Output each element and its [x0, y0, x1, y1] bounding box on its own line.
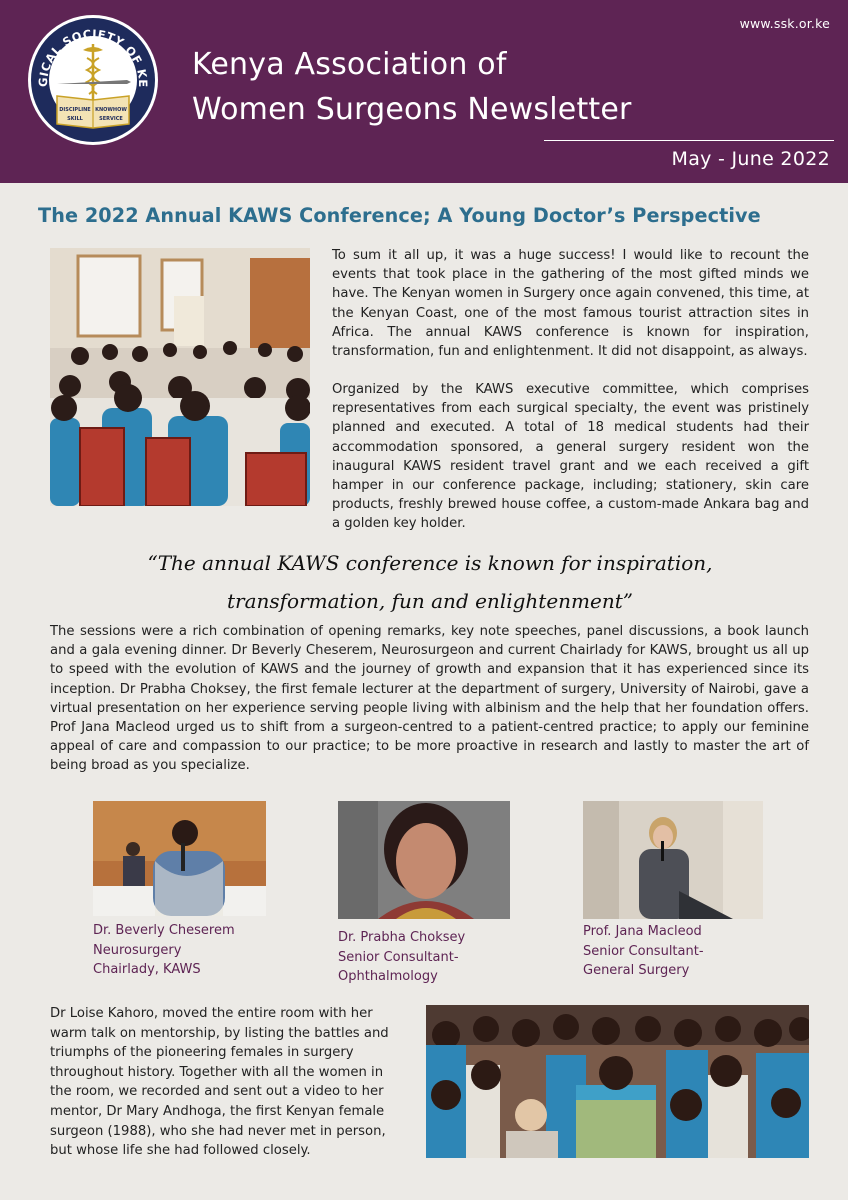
logo-book-word: SKILL: [67, 116, 83, 122]
speaker-photo-macleod: [583, 801, 763, 919]
logo-book-word: SERVICE: [99, 116, 123, 122]
pull-quote: [60, 544, 800, 620]
caption-line: Senior Consultant-: [338, 949, 459, 965]
article-title: The 2022 Annual KAWS Conference; A Young Doctor’s Perspective: [38, 204, 761, 227]
society-logo: [27, 14, 159, 146]
logo-book-word: DISCIPLINE: [59, 107, 91, 113]
logo-ring-text: GICAL SOCIETY OF KE: [35, 26, 151, 88]
caption-line: Chairlady, KAWS: [93, 962, 201, 977]
pull-quote-line: transformation, fun and enlightenment”: [226, 589, 633, 613]
speaker-caption: [338, 928, 465, 987]
caption-line: Dr. Prabha Choksey: [338, 930, 466, 945]
caption-line: Senior Consultant-: [583, 943, 704, 959]
caption-line: Neurosurgery: [93, 942, 182, 958]
issue-date: May - June 2022: [671, 148, 830, 170]
speaker-photo-cheserem: [93, 801, 266, 916]
article-paragraph: Organized by the KAWS executive committee, which comprises representatives from each surgical specialty, the event was pristinely planned and executed. A total of 18 medical students had their accommodation sponsored, a general surgery resident won the inaugural KAWS resident travel grant and we each received a gift hamper in our conference package, including; stationery, skin care products, freshly brewed house coffee, a custom-made Ankara bag and a golden key holder.: [332, 382, 809, 532]
group-photo: [426, 1005, 809, 1158]
speaker-photo-choksey: [338, 801, 510, 919]
article-paragraph: To sum it all up, it was a huge success! I would like to recount the events that took place in the gathering of the most gifted minds we have. The Kenyan women in Surgery once again convened, this time, at the Kenyan Coast, one of the most famous tourist attraction sites in Africa. The annual KAWS conference is known for inspiration, transformation, fun and enlightenment. It did not disappoint, as always.: [332, 248, 809, 360]
article-paragraph: Dr Loise Kahoro, moved the entire room with her warm talk on mentorship, by listing the battles and triumphs of the pioneering females in surgery throughout history. Together with all the women in the room, we recorded and sent out a video to her mentor, Dr Mary Andhoga, the first Kenyan female surgeon (1988), who she had never met in person, but whose life she had followed closely.: [50, 1006, 389, 1159]
pull-quote-line: “The annual KAWS conference is known for inspiration,: [147, 551, 713, 575]
title-line: Kenya Association of: [192, 47, 507, 82]
newsletter-header: [0, 0, 848, 183]
logo-book-word: KNOWHOW: [95, 107, 127, 113]
caption-line: Prof. Jana Macleod: [583, 924, 702, 939]
website-link[interactable]: www.ssk.or.ke: [739, 16, 830, 31]
header-divider: [544, 140, 834, 141]
conference-hall-photo: [50, 248, 310, 506]
title-line: Women Surgeons Newsletter: [192, 92, 632, 127]
newsletter-title: [192, 42, 632, 132]
speaker-caption: [583, 922, 704, 981]
caption-line: Dr. Beverly Cheserem: [93, 923, 235, 938]
speaker-caption: [93, 921, 235, 980]
caption-line: General Surgery: [583, 963, 690, 978]
caption-line: Ophthalmology: [338, 969, 438, 984]
article-paragraph: The sessions were a rich combination of opening remarks, key note speeches, panel discussions, a book launch and a gala evening dinner. Dr Beverly Cheserem, Neurosurgeon and current Chairlady for KAWS, brought us all up to speed with the evolution of KAWS and the journey of growth and expansion that it has experienced since its inception. Dr Prabha Choksey, the first female lecturer at the department of surgery, University of Nairobi, gave a virtual presentation on her experience serving people living with albinism and the help that her foundation offers. Prof Jana Macleod urged us to shift from a surgeon-centred to a patient-centred practice; to apply our feminine appeal of care and compassion to our practice; to be more proactive in research and lastly to master the art of being broad as you specialize.: [50, 624, 809, 774]
